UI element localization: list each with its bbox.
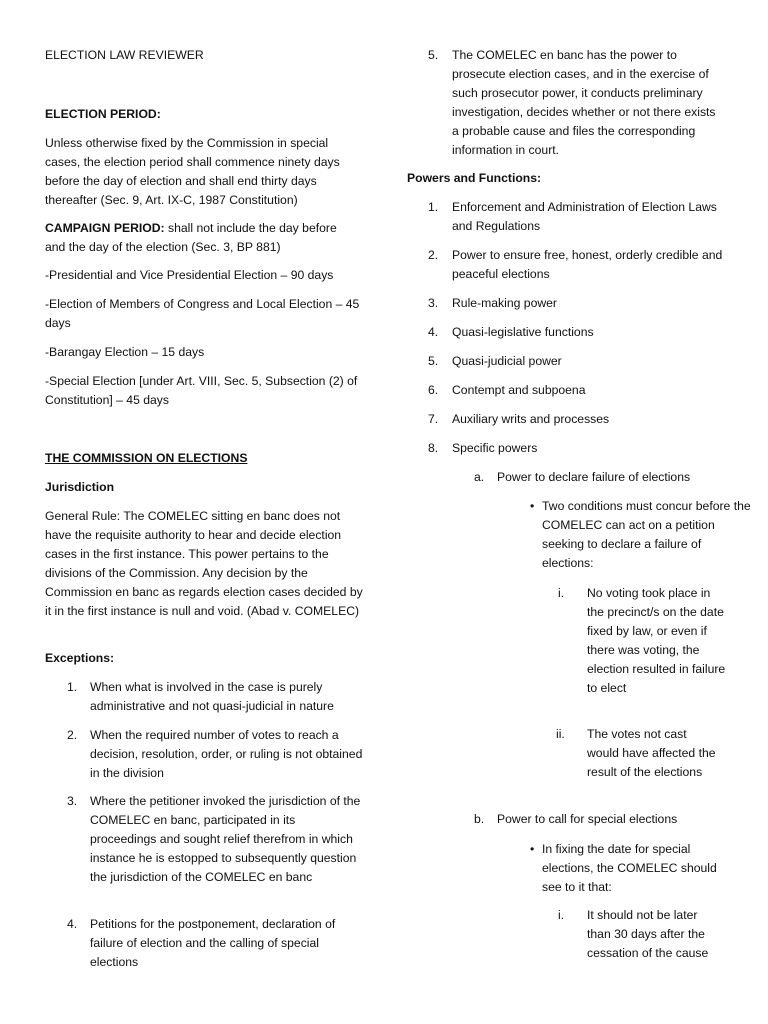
list-item <box>407 410 725 429</box>
sub-item-marker: b. <box>474 812 485 826</box>
list-item-text: Enforcement and Administration of Election Laws and Regulations <box>452 200 717 233</box>
list-number: 5. <box>428 354 439 368</box>
campaign-period-paragraph <box>45 219 360 257</box>
list-item <box>45 915 365 972</box>
list-number: 2. <box>67 728 78 742</box>
period-barangay: -Barangay Election – 15 days <box>45 345 205 359</box>
bullet-text: Two conditions must concur before the COMELEC can act on a petition seeking to declare a failure of elections: <box>542 499 751 570</box>
list-number: 3. <box>67 794 78 808</box>
list-item-text: Quasi-legislative functions <box>452 325 594 339</box>
list-item-text: Specific powers <box>452 441 538 455</box>
bullet-item <box>407 840 752 897</box>
sub-item-text: Power to declare failure of elections <box>497 470 691 484</box>
list-item <box>45 726 365 783</box>
jurisdiction-heading: Jurisdiction <box>45 480 115 494</box>
list-item-text: When the required number of votes to reach a decision, resolution, order, or ruling is not obtained in the division <box>90 728 363 780</box>
exceptions-heading: Exceptions: <box>45 651 115 665</box>
list-item <box>407 294 725 313</box>
roman-marker: ii. <box>556 727 565 741</box>
period-special: -Special Election [under Art. VIII, Sec. 5, Subsection (2) of Constitution] – 45 days <box>45 374 358 407</box>
list-number: 7. <box>428 412 439 426</box>
list-item-text: Contempt and subpoena <box>452 383 586 397</box>
powers-heading: Powers and Functions: <box>407 171 542 185</box>
sub-item-b <box>407 810 725 829</box>
list-number: 5. <box>428 48 439 62</box>
list-number: 3. <box>428 296 439 310</box>
list-item <box>407 352 725 371</box>
list-item-text: Petitions for the postponement, declaration of failure of election and the calling of special elections <box>90 917 336 969</box>
roman-item <box>407 725 725 782</box>
list-item-text: Quasi-judicial power <box>452 354 562 368</box>
list-number: 4. <box>67 917 78 931</box>
list-item <box>45 792 365 887</box>
list-item-text: When what is involved in the case is purely administrative and not quasi-judicial in nature <box>90 680 334 713</box>
roman-marker: i. <box>558 586 565 600</box>
bullet-text: In fixing the date for special elections, the COMELEC should see to it that: <box>542 842 717 894</box>
campaign-period-label: CAMPAIGN PERIOD: <box>45 221 165 235</box>
list-item <box>407 198 725 236</box>
general-rule-text: General Rule: The COMELEC sitting en banc does not have the requisite authority to hear and decide election cases in the first instance. This power pertains to the divisions of the Commission. Any decision by the Commission en banc as regards election cases decided by it in the first instance is null and void. (Abad v. COMELEC) <box>45 509 363 618</box>
list-item-text: Auxiliary writs and processes <box>452 412 610 426</box>
sub-item-text: Power to call for special elections <box>497 812 678 826</box>
list-item <box>407 439 725 458</box>
list-item <box>407 323 725 342</box>
campaign-period-text: shall not include the day before and the day of the election (Sec. 3, BP 881) <box>45 221 337 254</box>
roman-text: No voting took place in the precinct/s on the date fixed by law, or even if there was voting, the election resulted in failure to elect <box>587 586 726 695</box>
comelec-heading: THE COMMISSION ON ELECTIONS <box>45 451 248 465</box>
election-period-heading: ELECTION PERIOD: <box>45 107 161 121</box>
period-presidential: -Presidential and Vice Presidential Election – 90 days <box>45 268 334 282</box>
list-item <box>407 46 725 160</box>
list-number: 1. <box>67 680 78 694</box>
roman-item <box>407 906 725 963</box>
list-item <box>407 246 725 284</box>
document-title: ELECTION LAW REVIEWER <box>45 48 204 62</box>
election-period-text: Unless otherwise fixed by the Commission in special cases, the election period shall commence ninety days before the day of election and shall end thirty days thereafter (Sec. 9, Art. IX-C, 1987 Constitution) <box>45 136 340 207</box>
list-number: 8. <box>428 441 439 455</box>
list-number: 4. <box>428 325 439 339</box>
list-item-text: Power to ensure free, honest, orderly credible and peaceful elections <box>452 248 723 281</box>
list-number: 1. <box>428 200 439 214</box>
roman-item <box>407 584 725 698</box>
period-congress-local: -Election of Members of Congress and Local Election – 45 days <box>45 297 360 330</box>
roman-marker: i. <box>558 908 565 922</box>
sub-item-marker: a. <box>474 470 485 484</box>
list-item-text: The COMELEC en banc has the power to prosecute election cases, and in the exercise of such prosecutor power, it conducts preliminary investigation, decides whether or not there exists a probable cause and files the corresponding information in court. <box>452 48 716 157</box>
bullet-icon: • <box>530 842 535 856</box>
roman-text: It should not be later than 30 days after the cessation of the cause <box>587 908 709 960</box>
list-item-text: Where the petitioner invoked the jurisdiction of the COMELEC en banc, participated in its proceedings and sought relief therefrom in which instance he is estopped to subsequently question the jurisdiction of the COMELEC en banc <box>90 794 361 884</box>
list-number: 6. <box>428 383 439 397</box>
list-item <box>45 678 365 716</box>
list-item <box>407 381 725 400</box>
list-number: 2. <box>428 248 439 262</box>
roman-text: The votes not cast would have affected the result of the elections <box>587 727 716 779</box>
list-item-text: Rule-making power <box>452 296 557 310</box>
bullet-icon: • <box>530 499 535 513</box>
sub-item-a <box>407 468 725 487</box>
bullet-item <box>407 497 752 573</box>
